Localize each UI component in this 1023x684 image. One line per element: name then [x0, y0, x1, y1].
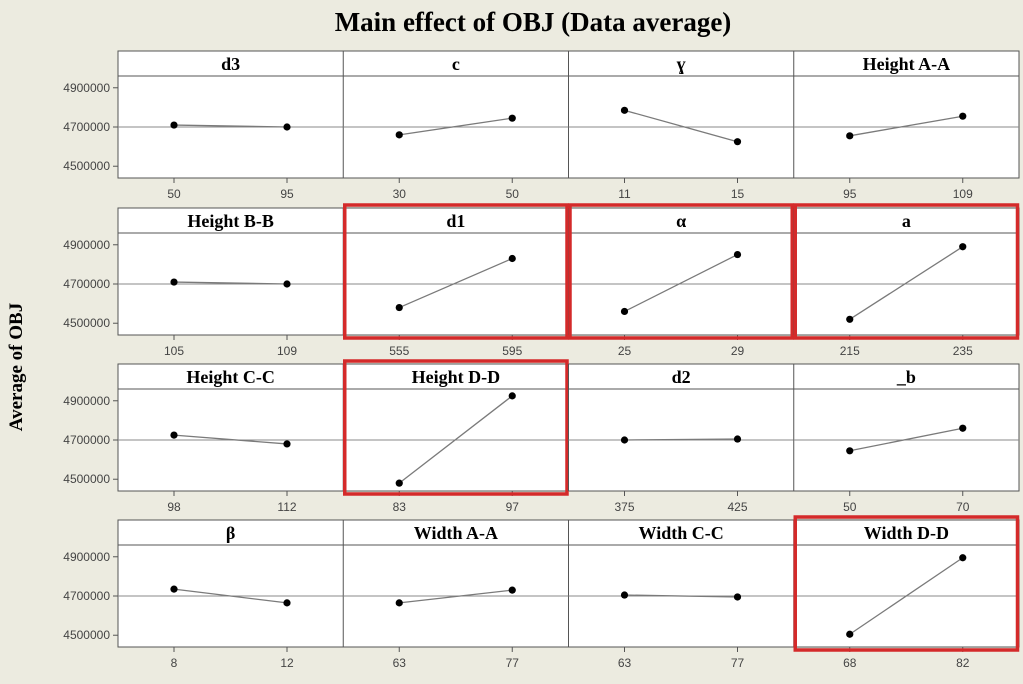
panel-row-3 [63, 361, 1019, 514]
panel-label: β [225, 523, 236, 543]
x-tick-label: 109 [952, 187, 973, 201]
x-tick-label: 11 [618, 187, 631, 201]
y-tick-label: 4900000 [63, 80, 110, 95]
x-tick-label: 109 [276, 344, 298, 358]
data-point [509, 587, 516, 594]
data-point [509, 392, 516, 399]
data-point [734, 435, 741, 442]
x-tick-label: 105 [163, 344, 185, 358]
x-tick-label: 63 [392, 656, 406, 670]
x-tick-label: 425 [727, 500, 748, 514]
data-point [734, 251, 741, 258]
panel-label: Width C-C [638, 523, 724, 543]
chart-title: Main effect of OBJ (Data average) [334, 7, 732, 37]
x-tick-label: 82 [956, 656, 970, 670]
x-tick-label: 77 [730, 656, 745, 670]
x-tick-label: 63 [617, 656, 632, 670]
y-axis-label: Average of OBJ [6, 302, 27, 432]
panel-label: c [451, 54, 460, 74]
x-tick-label: 50 [843, 500, 857, 514]
x-tick-label: 68 [843, 656, 857, 670]
x-tick-label: 97 [505, 500, 519, 514]
panel-row-2 [63, 205, 1019, 358]
data-point [959, 243, 966, 250]
x-tick-label: 95 [843, 187, 857, 201]
x-tick-label: 375 [614, 500, 635, 514]
x-tick-label: 98 [167, 500, 181, 514]
x-tick-label: 50 [167, 187, 181, 201]
x-tick-label: 112 [277, 500, 297, 514]
panel-label: a [901, 211, 911, 231]
y-tick-label: 4500000 [63, 159, 110, 174]
panel-label: d3 [221, 54, 241, 74]
data-point [396, 131, 403, 138]
data-point [509, 115, 516, 122]
panel-label: Height D-D [411, 367, 501, 387]
data-point [621, 308, 628, 315]
x-tick-label: 95 [280, 187, 294, 201]
data-point [846, 447, 853, 454]
x-tick-label: 83 [392, 500, 406, 514]
x-tick-label: 8 [170, 656, 178, 670]
data-point [283, 280, 290, 287]
y-tick-label: 4500000 [63, 472, 110, 487]
x-tick-label: 12 [280, 656, 294, 670]
x-tick-label: 15 [730, 187, 745, 201]
x-tick-label: 70 [956, 500, 970, 514]
panel-label: d1 [446, 211, 466, 231]
data-point [734, 593, 741, 600]
panel-label: d2 [671, 367, 691, 387]
data-point [621, 591, 628, 598]
panel-label: Height A-A [862, 54, 951, 74]
panel-label: ɣ [676, 54, 686, 74]
data-point [959, 554, 966, 561]
panel-label: α [676, 211, 687, 231]
data-point [170, 586, 177, 593]
data-point [396, 304, 403, 311]
data-point [959, 113, 966, 120]
y-tick-label: 4900000 [63, 549, 110, 564]
x-tick-label: 29 [730, 344, 745, 358]
data-point [170, 121, 177, 128]
data-point [846, 316, 853, 323]
data-point [846, 132, 853, 139]
x-tick-label: 235 [952, 344, 973, 358]
data-point [283, 123, 290, 130]
data-point [396, 599, 403, 606]
y-tick-label: 4500000 [63, 316, 110, 331]
x-tick-label: 595 [502, 344, 523, 358]
x-tick-label: 77 [505, 656, 519, 670]
y-tick-label: 4900000 [63, 393, 110, 408]
panel-label: Width A-A [413, 523, 498, 543]
y-tick-label: 4700000 [63, 589, 110, 603]
data-point [170, 431, 177, 438]
panel-row-4 [63, 517, 1019, 670]
data-point [509, 255, 516, 262]
data-point [283, 440, 290, 447]
data-point [283, 599, 290, 606]
data-point [170, 278, 177, 285]
panel-label: _b [896, 367, 916, 387]
y-tick-label: 4900000 [63, 237, 110, 252]
x-tick-label: 50 [505, 187, 519, 201]
data-point [621, 107, 628, 114]
data-point [959, 425, 966, 432]
data-point [396, 480, 403, 487]
y-tick-label: 4700000 [63, 433, 110, 447]
data-point [621, 436, 628, 443]
panel-label: Width D-D [863, 523, 949, 543]
data-point [846, 631, 853, 638]
x-tick-label: 25 [617, 344, 632, 358]
data-point [734, 138, 741, 145]
x-tick-label: 215 [839, 344, 860, 358]
y-tick-label: 4700000 [63, 277, 110, 291]
x-tick-label: 30 [392, 187, 406, 201]
panel-label: Height B-B [187, 211, 274, 231]
x-tick-label: 555 [389, 344, 410, 358]
y-tick-label: 4700000 [63, 120, 110, 134]
panel-row-1 [63, 51, 1019, 201]
panel-label: Height C-C [186, 367, 275, 387]
y-tick-label: 4500000 [63, 628, 110, 643]
